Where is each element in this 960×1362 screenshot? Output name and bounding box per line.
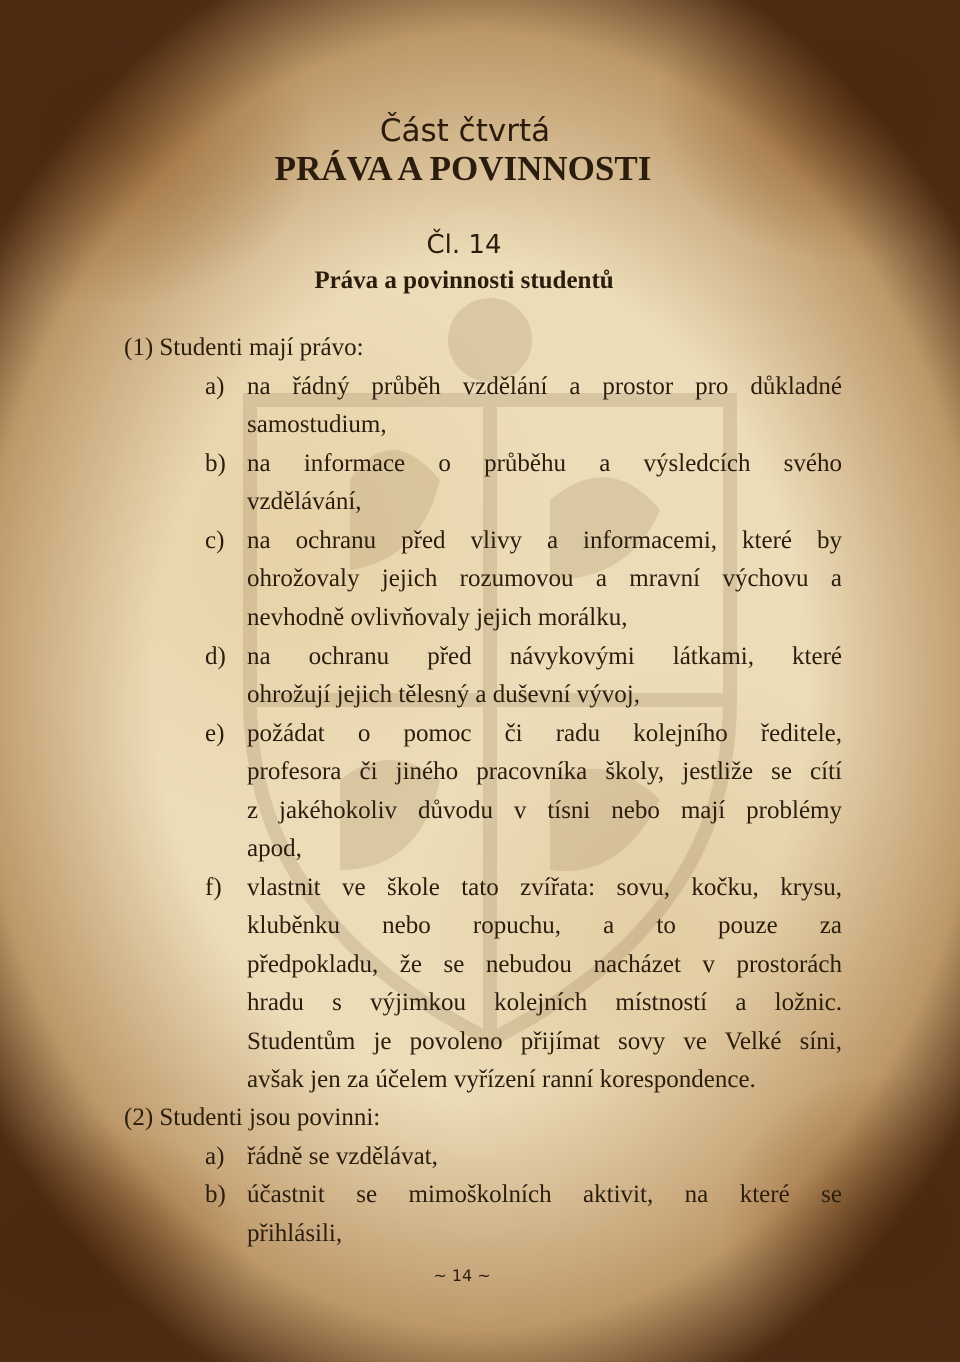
item-line: účastnit se mimoškolních aktivit, na které se (247, 1181, 842, 1208)
item-line: hradu s výjimkou kolejních místností a ložnic. (247, 989, 842, 1016)
item-label: d) (205, 643, 226, 670)
item-line: nevhodně ovlivňovaly jejich morálku, (247, 604, 628, 631)
section-1-heading: (1) Studenti mají právo: (124, 334, 364, 361)
section-2-heading: (2) Studenti jsou povinni: (124, 1104, 381, 1131)
item-line: ohrožovaly jejich rozumovou a mravní výchovu a (247, 565, 842, 592)
item-line: řádně se vzdělávat, (247, 1143, 438, 1170)
item-label: f) (205, 874, 222, 901)
item-label: c) (205, 527, 225, 554)
item-line: na ochranu před vlivy a informacemi, které by (247, 527, 842, 554)
item-line: vlastnit ve škole tato zvířata: sovu, kočku, krysu, (247, 874, 842, 901)
item-line: z jakéhokoliv důvodu v tísni nebo mají problémy (247, 797, 842, 824)
item-line: kluběnku nebo ropuchu, a to pouze za (247, 912, 842, 939)
item-line: předpokladu, že se nebudou nacházet v prostorách (247, 951, 842, 978)
item-line: na řádný průběh vzdělání a prostor pro důkladné (247, 373, 842, 400)
item-line: avšak jen za účelem vyřízení ranní korespondence. (247, 1066, 756, 1093)
item-label: b) (205, 450, 226, 477)
article-number: Čl. 14 (426, 230, 502, 260)
item-line: přihlásili, (247, 1220, 343, 1247)
item-label: a) (205, 1143, 225, 1170)
part-title: PRÁVA A POVINNOSTI (274, 149, 652, 188)
item-line: na informace o průběhu a výsledcích svého (247, 450, 842, 477)
item-line: samostudium, (247, 411, 387, 438)
item-label: e) (205, 720, 225, 747)
item-line: apod, (247, 835, 302, 862)
item-line: vzdělávání, (247, 488, 362, 515)
item-line: profesora či jiného pracovníka školy, jestliže se cítí (247, 758, 842, 785)
item-label: b) (205, 1181, 226, 1208)
item-line: požádat o pomoc či radu kolejního ředitele, (247, 720, 842, 747)
item-line: Studentům je povoleno přijímat sovy ve Velké síni, (247, 1028, 842, 1055)
item-line: na ochranu před návykovými látkami, které (247, 643, 842, 670)
page-number: ~ 14 ~ (433, 1266, 491, 1285)
part-label: Část čtvrtá (379, 113, 551, 149)
item-line: ohrožují jejich tělesný a duševní vývoj, (247, 681, 640, 708)
item-label: a) (205, 373, 225, 400)
article-title: Práva a povinnosti studentů (314, 267, 614, 294)
